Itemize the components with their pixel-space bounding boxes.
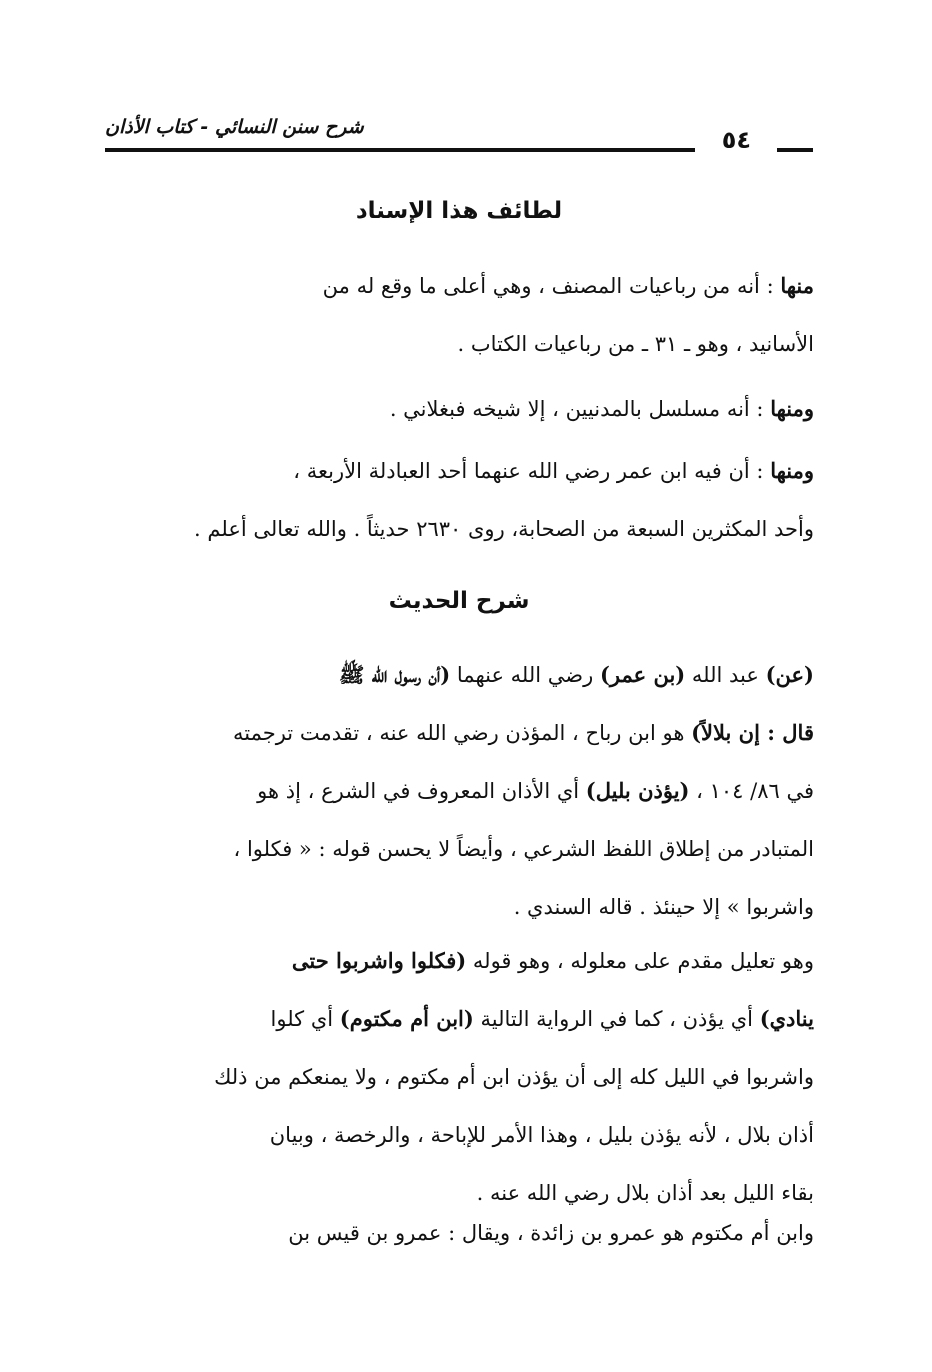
text-line: وأحد المكثرين السبعة من الصحابة، روى ٢٦٣٠ حديثاً . والله تعالى أعلم . (194, 517, 814, 541)
sharh-paragraph-2 (114, 932, 814, 1222)
text-run: عبد الله (685, 663, 766, 687)
text-run: (أن رسول الله ﷺ (338, 662, 451, 687)
text-line (114, 704, 814, 762)
text-run: : أنه من رباعيات المصنف ، وهي أعلى ما وقع له من (322, 274, 781, 298)
text-line (114, 380, 814, 438)
text-run: أي كلوا (270, 1007, 340, 1031)
text-line (114, 646, 814, 704)
text-line: المتبادر من إطلاق اللفظ الشرعي ، وأيضاً لا يحسن قوله : « فكلوا ، (233, 837, 814, 861)
page-number: ٥٤ (721, 126, 751, 154)
text-run: (ابن أم مكتوم) (339, 1006, 474, 1031)
header-rule (105, 148, 695, 152)
sharh-paragraph-3 (114, 1204, 814, 1262)
lead-word: ومنها (770, 396, 814, 421)
page-number-dash (777, 148, 813, 152)
text-run: وهو تعليل مقدم على معلوله ، وهو قوله (466, 949, 814, 973)
text-line: وابن أم مكتوم هو عمرو بن زائدة ، ويقال : عمرو بن قيس بن (288, 1221, 814, 1245)
text-run: : أن فيه ابن عمر رضي الله عنهما أحد العبادلة الأربعة ، (293, 459, 771, 483)
running-title: شرح سنن النسائي - كتاب الأذان (105, 116, 364, 138)
text-run: (يؤذن بليل) (585, 778, 690, 803)
isnad-paragraph-2 (114, 380, 814, 438)
text-line: أذان بلال ، لأنه يؤذن بليل ، وهذا الأمر للإباحة ، والرخصة ، وبيان (269, 1123, 814, 1147)
text-line (114, 442, 814, 500)
text-run: في ٨٦/ ١٠٤ ، (689, 779, 814, 803)
text-line (114, 257, 814, 315)
isnad-paragraph-1 (114, 257, 814, 373)
text-run: أي يؤذن ، كما في الرواية التالية (473, 1007, 760, 1031)
text-run: (فكلوا واشربوا حتى (291, 948, 467, 973)
section-heading-hadith: شرح الحديث (388, 588, 530, 614)
text-run: (عن) (765, 662, 814, 687)
text-run: هو ابن رباح ، المؤذن رضي الله عنه ، تقدمت ترجمته (233, 721, 692, 745)
section-heading-isnad: لطائف هذا الإسناد (355, 198, 563, 224)
text-line: واشربوا في الليل كله إلى أن يؤذن ابن أم مكتوم ، ولا يمنعكم من ذلك (214, 1065, 814, 1089)
lead-word: ومنها (770, 458, 814, 483)
running-header (105, 108, 813, 158)
text-run: رضي الله عنهما (450, 663, 600, 687)
isnad-paragraph-3 (114, 442, 814, 558)
text-run: قال : إن بلالاً) (691, 720, 814, 745)
text-line (114, 990, 814, 1048)
text-line: الأسانيد ، وهو ـ ٣١ ـ من رباعيات الكتاب . (457, 332, 814, 356)
text-line: بقاء الليل بعد أذان بلال رضي الله عنه . (476, 1181, 814, 1205)
text-run: : أنه مسلسل بالمدنيين ، إلا شيخه فبغلاني . (389, 397, 771, 421)
text-run: ينادي) (759, 1006, 814, 1031)
lead-word: منها (780, 273, 814, 298)
text-run: (بن عمر) (599, 662, 686, 687)
text-line: واشربوا » إلا حينئذ . قاله السندي . (513, 895, 814, 919)
text-line (114, 932, 814, 990)
sharh-paragraph-1 (114, 646, 814, 936)
text-line (114, 762, 814, 820)
text-run: أي الأذان المعروف في الشرع ، إذ هو (257, 779, 586, 803)
